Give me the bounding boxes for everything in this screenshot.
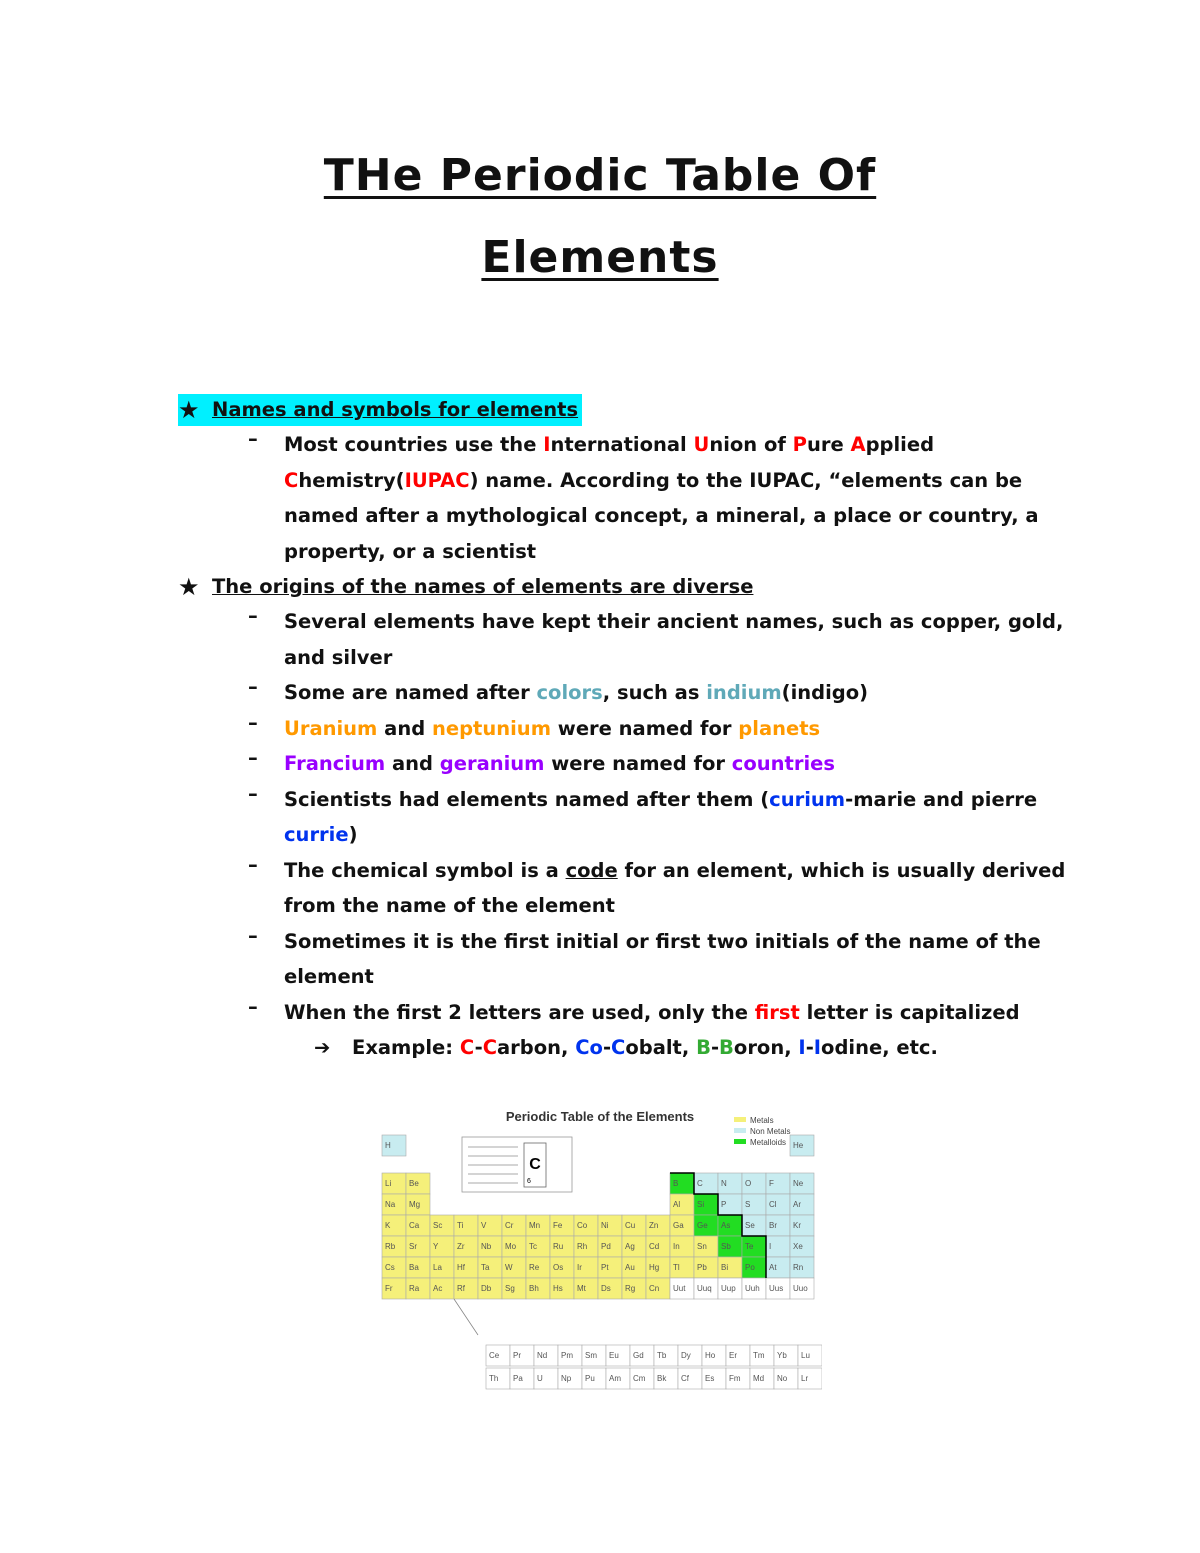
- star-bullet-icon: ★: [178, 572, 200, 601]
- dash-bullet-icon: –: [248, 994, 258, 1018]
- element-cell-symbol: Te: [745, 1242, 754, 1251]
- element-cell-symbol: Rn: [793, 1263, 804, 1272]
- dash-bullet-icon: –: [248, 710, 258, 734]
- notes-body: [178, 392, 1078, 1065]
- lanthanide-cell-symbol: Dy: [681, 1351, 691, 1360]
- element-cell-symbol: Pt: [601, 1263, 609, 1272]
- element-cell-symbol: Ti: [457, 1221, 464, 1230]
- element-cell-symbol: H: [385, 1141, 391, 1150]
- actinide-cell-symbol: Es: [705, 1374, 715, 1383]
- element-cell-symbol: Uuh: [745, 1284, 760, 1293]
- legend-swatch: [734, 1139, 746, 1144]
- element-cell-symbol: At: [769, 1263, 777, 1272]
- element-cell-symbol: Ga: [673, 1221, 684, 1230]
- lanthanide-cell-symbol: Eu: [609, 1351, 619, 1360]
- element-cell-symbol: K: [385, 1221, 391, 1230]
- element-cell-symbol: I: [769, 1242, 772, 1251]
- element-cell-symbol: Re: [529, 1263, 540, 1272]
- dash-bullet-icon: –: [248, 781, 258, 805]
- element-cell-symbol: Ag: [625, 1242, 635, 1251]
- key-number: 6: [527, 1178, 531, 1185]
- element-cell-symbol: Uuo: [793, 1284, 808, 1293]
- dash-bullet-icon: –: [248, 923, 258, 947]
- lanthanide-cell-symbol: Pm: [561, 1351, 573, 1360]
- element-cell-symbol: Be: [409, 1179, 419, 1188]
- bullet-iupac: – Most countries use the International Union of Pure Applied Chemistry(IUPAC) name. According to the IUPAC, “elements can be named after a mythological concept, a mineral, a place or country, a property, or a scientist: [248, 427, 1078, 569]
- element-cell-symbol: Fr: [385, 1284, 393, 1293]
- legend-swatch: [734, 1128, 746, 1133]
- lanthanide-cell-symbol: Lu: [801, 1351, 810, 1360]
- element-cell-symbol: Ra: [409, 1284, 420, 1293]
- element-cell-symbol: Cn: [649, 1284, 660, 1293]
- lanthanide-cell-symbol: Gd: [633, 1351, 644, 1360]
- element-cell-symbol: Ar: [793, 1200, 801, 1209]
- bullet-ancient-names: – Several elements have kept their ancient names, such as copper, gold, and silver: [248, 604, 1078, 675]
- element-cell-symbol: P: [721, 1200, 727, 1209]
- legend-swatch: [734, 1117, 746, 1122]
- element-cell-symbol: Hg: [649, 1263, 660, 1272]
- element-cell-symbol: Ca: [409, 1221, 420, 1230]
- element-cell-symbol: Sn: [697, 1242, 707, 1251]
- element-cell-symbol: Mt: [577, 1284, 586, 1293]
- lanthanide-cell-symbol: Tm: [753, 1351, 765, 1360]
- element-cell-symbol: Sr: [409, 1242, 417, 1251]
- element-cell-symbol: Zr: [457, 1242, 465, 1251]
- element-cell-symbol: Hs: [553, 1284, 563, 1293]
- bullet-colors: – Some are named after colors, such as indium(indigo): [248, 675, 1078, 711]
- element-cell-symbol: Si: [697, 1200, 705, 1209]
- element-cell-symbol: Tl: [673, 1263, 680, 1272]
- element-cell-symbol: Y: [433, 1242, 439, 1251]
- element-cell-symbol: Sb: [721, 1242, 731, 1251]
- actinide-cell-symbol: Np: [561, 1374, 572, 1383]
- actinide-cell-symbol: U: [537, 1374, 543, 1383]
- element-cell-symbol: C: [697, 1179, 703, 1188]
- element-cell-symbol: Pd: [601, 1242, 611, 1251]
- element-cell-symbol: La: [433, 1263, 442, 1272]
- element-cell-symbol: Se: [745, 1221, 755, 1230]
- actinide-cell-symbol: Pu: [585, 1374, 595, 1383]
- element-cell-symbol: W: [505, 1263, 513, 1272]
- lanthanide-cell-symbol: Tb: [657, 1351, 667, 1360]
- actinide-cell-symbol: Lr: [801, 1374, 809, 1383]
- actinide-cell-symbol: Cm: [633, 1374, 646, 1383]
- element-cell-symbol: Cu: [625, 1221, 636, 1230]
- element-cell-symbol: Mn: [529, 1221, 541, 1230]
- element-cell-symbol: O: [745, 1179, 752, 1188]
- element-cell-symbol: Rb: [385, 1242, 396, 1251]
- element-cell-symbol: Fe: [553, 1221, 563, 1230]
- element-cell-symbol: Uut: [673, 1284, 686, 1293]
- element-cell-symbol: Sg: [505, 1284, 515, 1293]
- section-heading-origins: ★ The origins of the names of elements are diverse: [178, 572, 754, 601]
- element-cell-symbol: Hf: [457, 1263, 465, 1272]
- actinide-cell-symbol: Bk: [657, 1374, 667, 1383]
- lanthanide-cell-symbol: Pr: [513, 1351, 521, 1360]
- actinide-cell-symbol: Th: [489, 1374, 499, 1383]
- element-cell-symbol: B: [673, 1179, 679, 1188]
- f-block-connector: [454, 1299, 478, 1335]
- element-cell-symbol: Ni: [601, 1221, 609, 1230]
- bullet-first-initials: – Sometimes it is the first initial or first two initials of the name of the element: [248, 924, 1078, 995]
- element-cell-symbol: Mo: [505, 1242, 517, 1251]
- element-cell-symbol: V: [481, 1221, 487, 1230]
- element-cell-symbol: S: [745, 1200, 751, 1209]
- element-cell-symbol: Uup: [721, 1284, 736, 1293]
- element-cell-symbol: Uuq: [697, 1284, 712, 1293]
- example-line: ➔ Example: C-Carbon, Co-Cobalt, B-Boron, I-Iodine, etc.: [314, 1030, 1078, 1065]
- element-cell-symbol: Ge: [697, 1221, 708, 1230]
- bullet-scientists: – Scientists had elements named after them (curium-marie and pierre currie): [248, 782, 1078, 853]
- element-cell-symbol: Bi: [721, 1263, 729, 1272]
- element-cell-symbol: Li: [385, 1179, 392, 1188]
- lanthanide-cell-symbol: Yb: [777, 1351, 787, 1360]
- element-cell-symbol: Zn: [649, 1221, 659, 1230]
- element-cell-symbol: Ba: [409, 1263, 419, 1272]
- element-cell-symbol: Uus: [769, 1284, 784, 1293]
- lanthanide-cell-symbol: Ce: [489, 1351, 500, 1360]
- bullet-planets: – Uranium and neptunium were named for planets: [248, 711, 1078, 747]
- dash-bullet-icon: –: [248, 852, 258, 876]
- element-cell-symbol: Po: [745, 1263, 755, 1272]
- actinide-cell-symbol: Am: [609, 1374, 621, 1383]
- arrow-bullet-icon: ➔: [314, 1036, 331, 1059]
- periodic-table-image: [378, 1105, 822, 1395]
- lanthanide-cell-symbol: Sm: [585, 1351, 597, 1360]
- element-cell-symbol: Ds: [601, 1284, 611, 1293]
- element-cell-symbol: Rh: [577, 1242, 588, 1251]
- page-title-line-1: THe Periodic Table Of: [323, 150, 877, 201]
- element-cell-symbol: Cr: [505, 1221, 514, 1230]
- lanthanide-cell-symbol: Er: [729, 1351, 737, 1360]
- dash-bullet-icon: –: [248, 604, 258, 627]
- element-cell-symbol: Rg: [625, 1284, 636, 1293]
- actinide-cell-symbol: Pa: [513, 1374, 523, 1383]
- element-cell-symbol: Cl: [769, 1200, 777, 1209]
- element-cell-symbol: Os: [553, 1263, 564, 1272]
- element-cell-symbol: As: [721, 1221, 731, 1230]
- element-cell-symbol: Xe: [793, 1242, 803, 1251]
- legend-label: Metalloids: [750, 1138, 787, 1147]
- dash-bullet-icon: –: [248, 427, 258, 450]
- element-cell-symbol: Tc: [529, 1242, 537, 1251]
- element-cell-symbol: Al: [673, 1200, 681, 1209]
- element-cell-symbol: Ne: [793, 1179, 804, 1188]
- dash-bullet-icon: –: [248, 675, 258, 698]
- star-bullet-icon: ★: [178, 395, 200, 424]
- element-cell-symbol: Mg: [409, 1200, 421, 1209]
- actinide-cell-symbol: No: [777, 1374, 788, 1383]
- element-cell-symbol: Pb: [697, 1263, 707, 1272]
- element-cell-symbol: Cd: [649, 1242, 660, 1251]
- bullet-capitalization: – When the first 2 letters are used, only the first letter is capitalized: [248, 995, 1078, 1031]
- element-cell-symbol: Co: [577, 1221, 588, 1230]
- element-cell-symbol: Sc: [433, 1221, 443, 1230]
- element-cell-symbol: Au: [625, 1263, 635, 1272]
- element-cell-symbol: Bh: [529, 1284, 539, 1293]
- lanthanide-cell-symbol: Ho: [705, 1351, 716, 1360]
- actinide-cell-symbol: Fm: [729, 1374, 741, 1383]
- element-cell-symbol: Br: [769, 1221, 777, 1230]
- legend-label: Metals: [750, 1116, 774, 1125]
- element-cell-symbol: Db: [481, 1284, 492, 1293]
- bullet-chemical-symbol: – The chemical symbol is a code for an element, which is usually derived from the name of the element: [248, 853, 1078, 924]
- section-heading-names: ★ Names and symbols for elements: [178, 392, 1078, 427]
- actinide-cell-symbol: Md: [753, 1374, 765, 1383]
- element-cell-symbol: Na: [385, 1200, 396, 1209]
- dash-bullet-icon: –: [248, 746, 258, 769]
- element-cell-symbol: Ac: [433, 1284, 443, 1293]
- bullet-countries: – Francium and geranium were named for countries: [248, 746, 1078, 782]
- actinide-cell-symbol: Cf: [681, 1374, 689, 1383]
- element-cell-symbol: F: [769, 1179, 774, 1188]
- element-cell-symbol: He: [793, 1141, 804, 1150]
- key-symbol: C: [529, 1156, 541, 1173]
- element-cell-symbol: In: [673, 1242, 680, 1251]
- element-cell-symbol: Nb: [481, 1242, 492, 1251]
- element-cell-symbol: Kr: [793, 1221, 801, 1230]
- element-cell-symbol: N: [721, 1179, 727, 1188]
- page-title-line-2: Elements: [481, 232, 719, 283]
- element-cell-symbol: Cs: [385, 1263, 395, 1272]
- element-cell-symbol: Ta: [481, 1263, 490, 1272]
- periodic-table-title: Periodic Table of the Elements: [505, 1109, 695, 1124]
- element-cell-symbol: Rf: [457, 1284, 465, 1293]
- element-cell-symbol: Ir: [577, 1263, 582, 1272]
- legend-label: Non Metals: [750, 1127, 791, 1136]
- element-cell-symbol: Ru: [553, 1242, 564, 1251]
- lanthanide-cell-symbol: Nd: [537, 1351, 548, 1360]
